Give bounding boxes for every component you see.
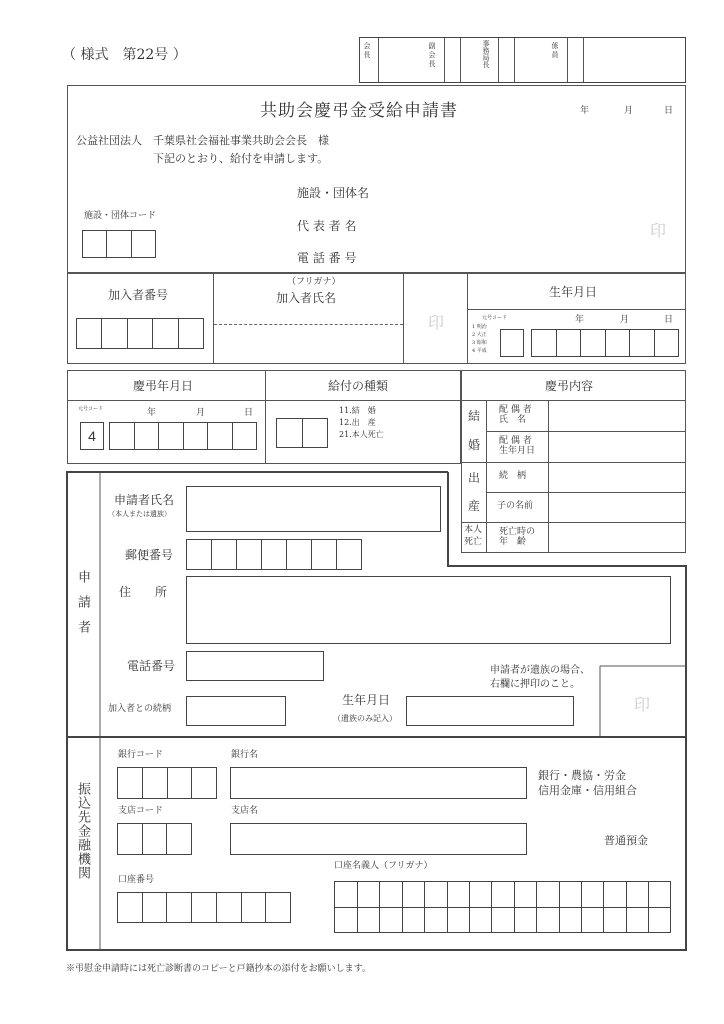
account-number-label: 口座番号 bbox=[118, 875, 155, 885]
approval-kakari: 係員 bbox=[551, 42, 559, 60]
child-name-label: 子の名前 bbox=[497, 501, 534, 511]
bank-section-label: 振込先金融機関 bbox=[75, 782, 90, 880]
member-era-code-label: 元号コード bbox=[482, 315, 508, 321]
applicant-phone-label: 電話番号 bbox=[127, 659, 176, 673]
member-day: 日 bbox=[664, 315, 674, 325]
addressee: 千葉県社会福祉事業共助会会長 様 bbox=[153, 134, 329, 147]
benefit-type-label: 給付の種類 bbox=[328, 379, 389, 393]
relation-to-member-input[interactable] bbox=[186, 696, 286, 726]
birth-char-1: 出 bbox=[468, 471, 481, 485]
relation-label: 続 柄 bbox=[499, 471, 527, 481]
account-number-input[interactable] bbox=[117, 892, 291, 923]
seal-note-1: 申請者が遺族の場合、 bbox=[490, 665, 590, 676]
event-year: 年 bbox=[147, 408, 157, 418]
era-2: 2 大正 bbox=[472, 332, 487, 338]
furigana-label: （フリガナ） bbox=[287, 277, 341, 287]
account-holder-label: 口座名義人（フリガナ） bbox=[334, 861, 433, 871]
approval-fukukaicho: 副会長 bbox=[428, 42, 436, 69]
approval-jimukyokucho: 事務局長 bbox=[482, 40, 490, 68]
bank-code-label: 銀行コード bbox=[118, 750, 164, 760]
event-date-label: 慶弔年月日 bbox=[133, 379, 194, 393]
era-1: 1 明治 bbox=[472, 324, 487, 330]
birth-char-2: 産 bbox=[468, 499, 481, 513]
member-birth-label: 生年月日 bbox=[549, 285, 598, 299]
bank-code-input[interactable] bbox=[117, 767, 217, 799]
spouse-name-label: 配 偶 者 氏 名 bbox=[499, 405, 532, 426]
type-3: 21.本人死亡 bbox=[339, 430, 384, 439]
relation-to-member-label: 加入者との続柄 bbox=[108, 704, 172, 714]
account-type: 普通預金 bbox=[604, 834, 648, 847]
phone-label: 電 話 番 号 bbox=[297, 251, 357, 265]
branch-name-input[interactable] bbox=[230, 823, 527, 855]
header-year: 年 bbox=[580, 106, 590, 116]
branch-code-label: 支店コード bbox=[118, 806, 164, 816]
bank-types-2: 信用金庫・信用組合 bbox=[538, 784, 637, 797]
member-year: 年 bbox=[575, 315, 585, 325]
approval-kaicho: 会長 bbox=[363, 42, 371, 60]
applicant-seal: 印 bbox=[634, 695, 651, 714]
applicant-name-label: 申請者氏名 bbox=[114, 493, 175, 507]
event-era-code-label: 元号コード bbox=[78, 406, 104, 412]
representative-label: 代 表 者 名 bbox=[297, 219, 357, 233]
content-label: 慶弔内容 bbox=[545, 379, 594, 393]
branch-code-input[interactable] bbox=[117, 823, 192, 855]
applicant-name-note: （本人または遺族） bbox=[108, 510, 171, 518]
member-seal: 印 bbox=[428, 313, 445, 332]
bank-name-input[interactable] bbox=[230, 767, 527, 799]
applicant-birth-note: （遺族のみ記入） bbox=[333, 714, 397, 723]
era-3: 3 昭和 bbox=[472, 340, 487, 346]
member-month: 月 bbox=[620, 315, 630, 325]
death-age-label: 死亡時の 年 齢 bbox=[499, 527, 536, 548]
spouse-birth-label: 配 偶 者 生年月日 bbox=[499, 436, 536, 457]
facility-code-label: 施設・団体コード bbox=[84, 211, 157, 221]
seal-note-2: 右欄に押印のこと。 bbox=[490, 679, 580, 690]
header-month: 月 bbox=[624, 106, 634, 116]
applicant-birth-label: 生年月日 bbox=[342, 693, 391, 707]
bank-name-label: 銀行名 bbox=[231, 750, 259, 760]
type-2: 12.出 産 bbox=[339, 418, 376, 427]
applicant-section-label: 申請者 bbox=[75, 570, 90, 645]
event-era-value: 4 bbox=[88, 428, 96, 444]
postal-input[interactable] bbox=[186, 539, 362, 570]
facility-name-label: 施設・団体名 bbox=[297, 186, 370, 200]
member-number-label: 加入者番号 bbox=[108, 288, 169, 302]
event-month: 月 bbox=[196, 408, 206, 418]
form-number: （ 様式 第22号 ） bbox=[62, 47, 187, 63]
bank-types-1: 銀行・農協・労金 bbox=[538, 769, 626, 782]
branch-name-label: 支店名 bbox=[231, 806, 259, 816]
marriage-char-2: 婚 bbox=[468, 438, 481, 452]
request-line: 下記のとおり、給付を申請します。 bbox=[153, 152, 329, 165]
death-char-2: 死亡 bbox=[464, 537, 483, 547]
addressee-org: 公益社団法人 bbox=[76, 134, 142, 147]
footnote: ※弔慰金申請時には死亡診断書のコピーと戸籍抄本の添付をお願いします。 bbox=[66, 964, 371, 974]
death-char-1: 本人 bbox=[464, 525, 483, 535]
account-holder-input[interactable] bbox=[334, 881, 671, 933]
type-1: 11.結 婚 bbox=[339, 406, 376, 415]
applicant-phone-input[interactable] bbox=[186, 651, 324, 681]
event-day: 日 bbox=[244, 408, 254, 418]
member-name-label: 加入者氏名 bbox=[276, 291, 337, 305]
address-label: 住 所 bbox=[119, 585, 168, 599]
era-4: 4 平成 bbox=[472, 348, 487, 354]
address-input[interactable] bbox=[186, 576, 671, 644]
postal-label: 郵便番号 bbox=[125, 548, 174, 562]
header-day: 日 bbox=[664, 106, 674, 116]
applicant-birth-input[interactable] bbox=[406, 696, 574, 726]
marriage-char-1: 結 bbox=[468, 409, 481, 423]
applicant-name-input[interactable] bbox=[186, 486, 441, 532]
header-seal: 印 bbox=[650, 221, 667, 240]
form-title: 共助会慶弔金受給申請書 bbox=[260, 101, 458, 121]
